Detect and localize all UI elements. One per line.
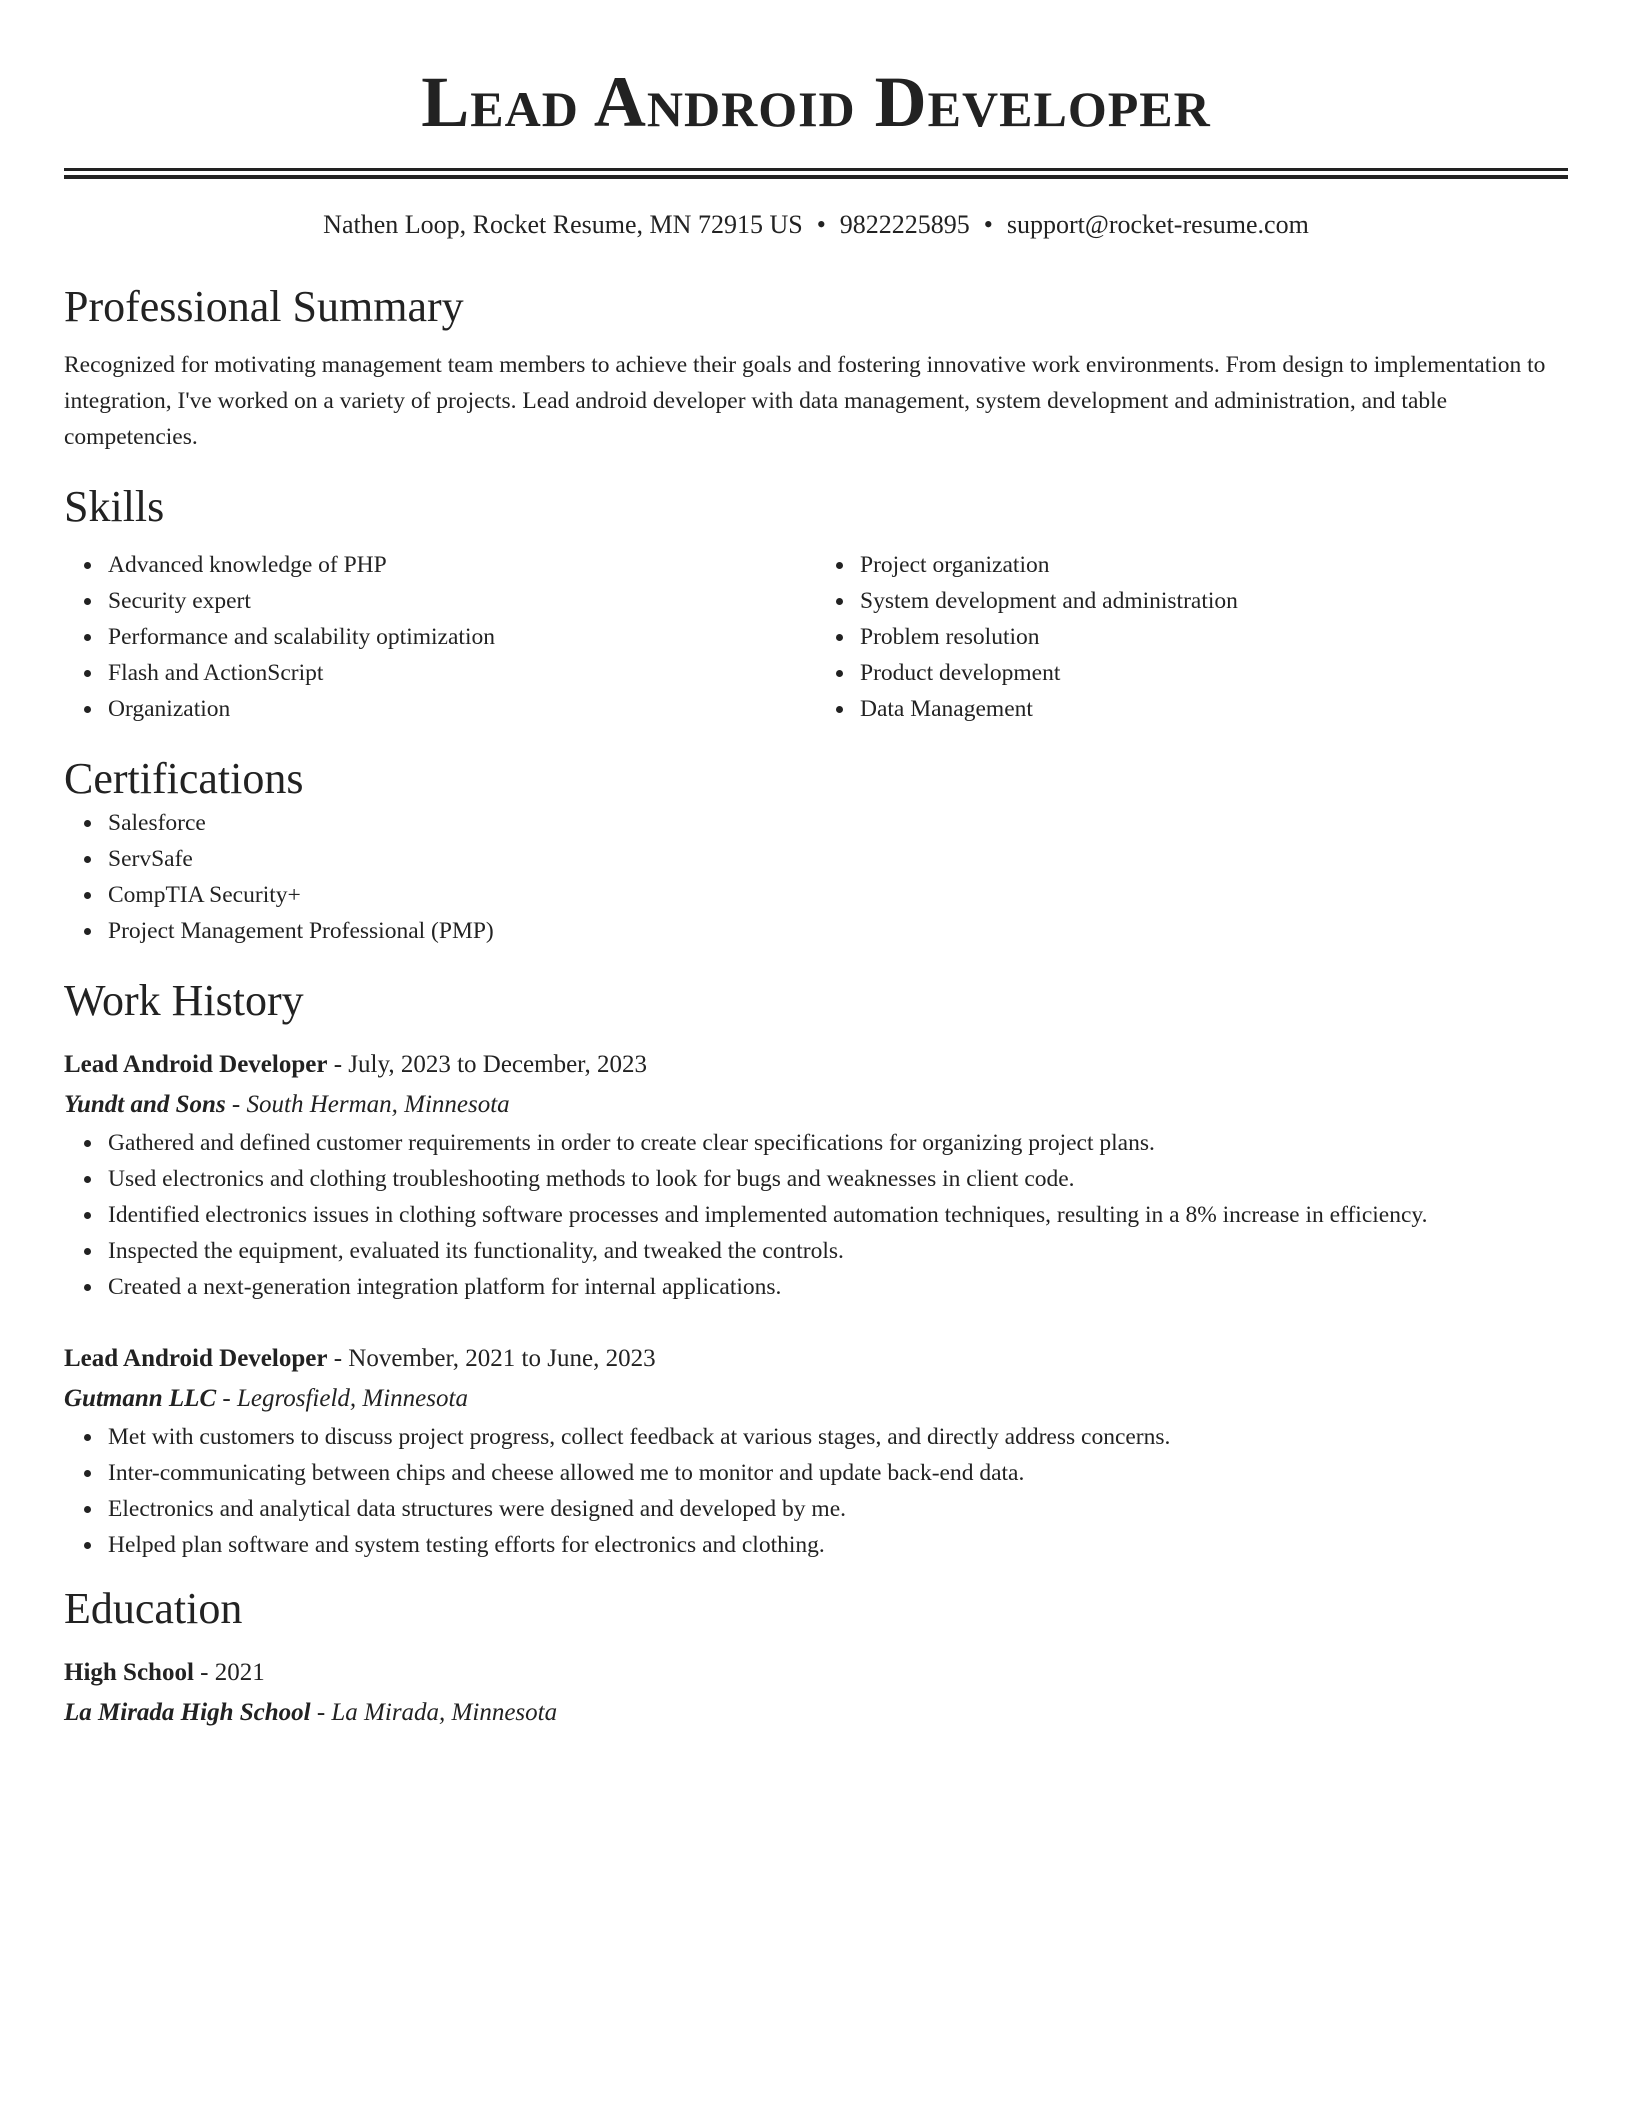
job-bullet: Inter-communicating between chips and cheese allowed me to monitor and update back-end data. xyxy=(108,1455,1568,1491)
job-company: Yundt and Sons xyxy=(64,1091,226,1118)
certification-item: ServSafe xyxy=(108,841,1568,877)
job-bullet: Electronics and analytical data structures were designed and developed by me. xyxy=(108,1491,1568,1527)
job-company-line xyxy=(64,1085,1568,1125)
job-bullet: Inspected the equipment, evaluated its functionality, and tweaked the controls. xyxy=(108,1233,1568,1269)
certification-item: Salesforce xyxy=(108,805,1568,841)
job-bullet: Helped plan software and system testing efforts for electronics and clothing. xyxy=(108,1527,1568,1563)
certification-item: CompTIA Security+ xyxy=(108,877,1568,913)
contact-address: Nathen Loop, Rocket Resume, MN 72915 US xyxy=(323,210,803,239)
contact-email: support@rocket-resume.com xyxy=(1006,210,1309,239)
summary-text: Recognized for motivating management team members to achieve their goals and fostering innovative work environments. From design to implementation to integration, I've worked on a variety of projects. Lead android developer with data management, system development and administration, and table competencies. xyxy=(64,352,1546,450)
education-degree: High School xyxy=(64,1659,194,1686)
job-company: Gutmann LLC xyxy=(64,1385,217,1412)
job-bullet-list xyxy=(64,1419,1568,1563)
contact-separator: • xyxy=(983,210,993,239)
skill-item: Performance and scalability optimization xyxy=(108,619,816,655)
job-bullet: Gathered and defined customer requirements in order to create clear specifications for organizing project plans. xyxy=(108,1125,1568,1161)
skills-list-left xyxy=(64,547,816,727)
skill-item: Problem resolution xyxy=(860,619,1568,655)
job-title: Lead Android Developer xyxy=(64,1345,328,1372)
job-entry xyxy=(64,1339,1568,1563)
job-title-line xyxy=(64,1339,1568,1379)
education-location: - La Mirada, Minnesota xyxy=(310,1699,558,1726)
summary-heading: Professional Summary xyxy=(64,282,464,331)
certification-item: Project Management Professional (PMP) xyxy=(108,913,1568,949)
job-bullet: Used electronics and clothing troubleshooting methods to look for bugs and weaknesses in client code. xyxy=(108,1161,1568,1197)
education-school-line xyxy=(64,1693,1568,1733)
skill-item: Data Management xyxy=(860,691,1568,727)
skills-grid xyxy=(64,547,1568,727)
work-history-heading: Work History xyxy=(64,976,304,1025)
certifications-heading: Certifications xyxy=(64,754,304,803)
job-bullet: Met with customers to discuss project progress, collect feedback at various stages, and directly address concerns. xyxy=(108,1419,1568,1455)
job-bullet-list xyxy=(64,1125,1568,1305)
education-year: - 2021 xyxy=(193,1659,265,1686)
job-location: - South Herman, Minnesota xyxy=(225,1091,510,1118)
certifications-list xyxy=(64,805,1568,949)
contact-phone: 9822225895 xyxy=(839,210,970,239)
job-title: Lead Android Developer xyxy=(64,1051,328,1078)
job-bullet: Created a next-generation integration platform for internal applications. xyxy=(108,1269,1568,1305)
education-degree-line xyxy=(64,1653,1568,1693)
resume-title: Lead Android Developer xyxy=(421,62,1211,142)
job-dates: - November, 2021 to June, 2023 xyxy=(327,1345,656,1372)
skills-heading: Skills xyxy=(64,482,165,531)
skill-item: Flash and ActionScript xyxy=(108,655,816,691)
education-entry xyxy=(64,1653,1568,1733)
title-double-rule xyxy=(64,168,1568,179)
skill-item: Security expert xyxy=(108,583,816,619)
skills-list-right xyxy=(816,547,1568,727)
job-company-line xyxy=(64,1379,1568,1419)
job-location: - Legrosfield, Minnesota xyxy=(216,1385,468,1412)
skill-item: System development and administration xyxy=(860,583,1568,619)
job-bullet: Identified electronics issues in clothing software processes and implemented automation techniques, resulting in a 8% increase in efficiency. xyxy=(108,1197,1568,1233)
contact-line xyxy=(64,209,1568,241)
skill-item: Organization xyxy=(108,691,816,727)
job-dates: - July, 2023 to December, 2023 xyxy=(327,1051,647,1078)
skill-item: Project organization xyxy=(860,547,1568,583)
job-title-line xyxy=(64,1045,1568,1085)
skill-item: Product development xyxy=(860,655,1568,691)
education-heading: Education xyxy=(64,1584,243,1633)
education-school: La Mirada High School xyxy=(64,1699,311,1726)
contact-separator: • xyxy=(816,210,826,239)
job-entry xyxy=(64,1045,1568,1305)
skill-item: Advanced knowledge of PHP xyxy=(108,547,816,583)
